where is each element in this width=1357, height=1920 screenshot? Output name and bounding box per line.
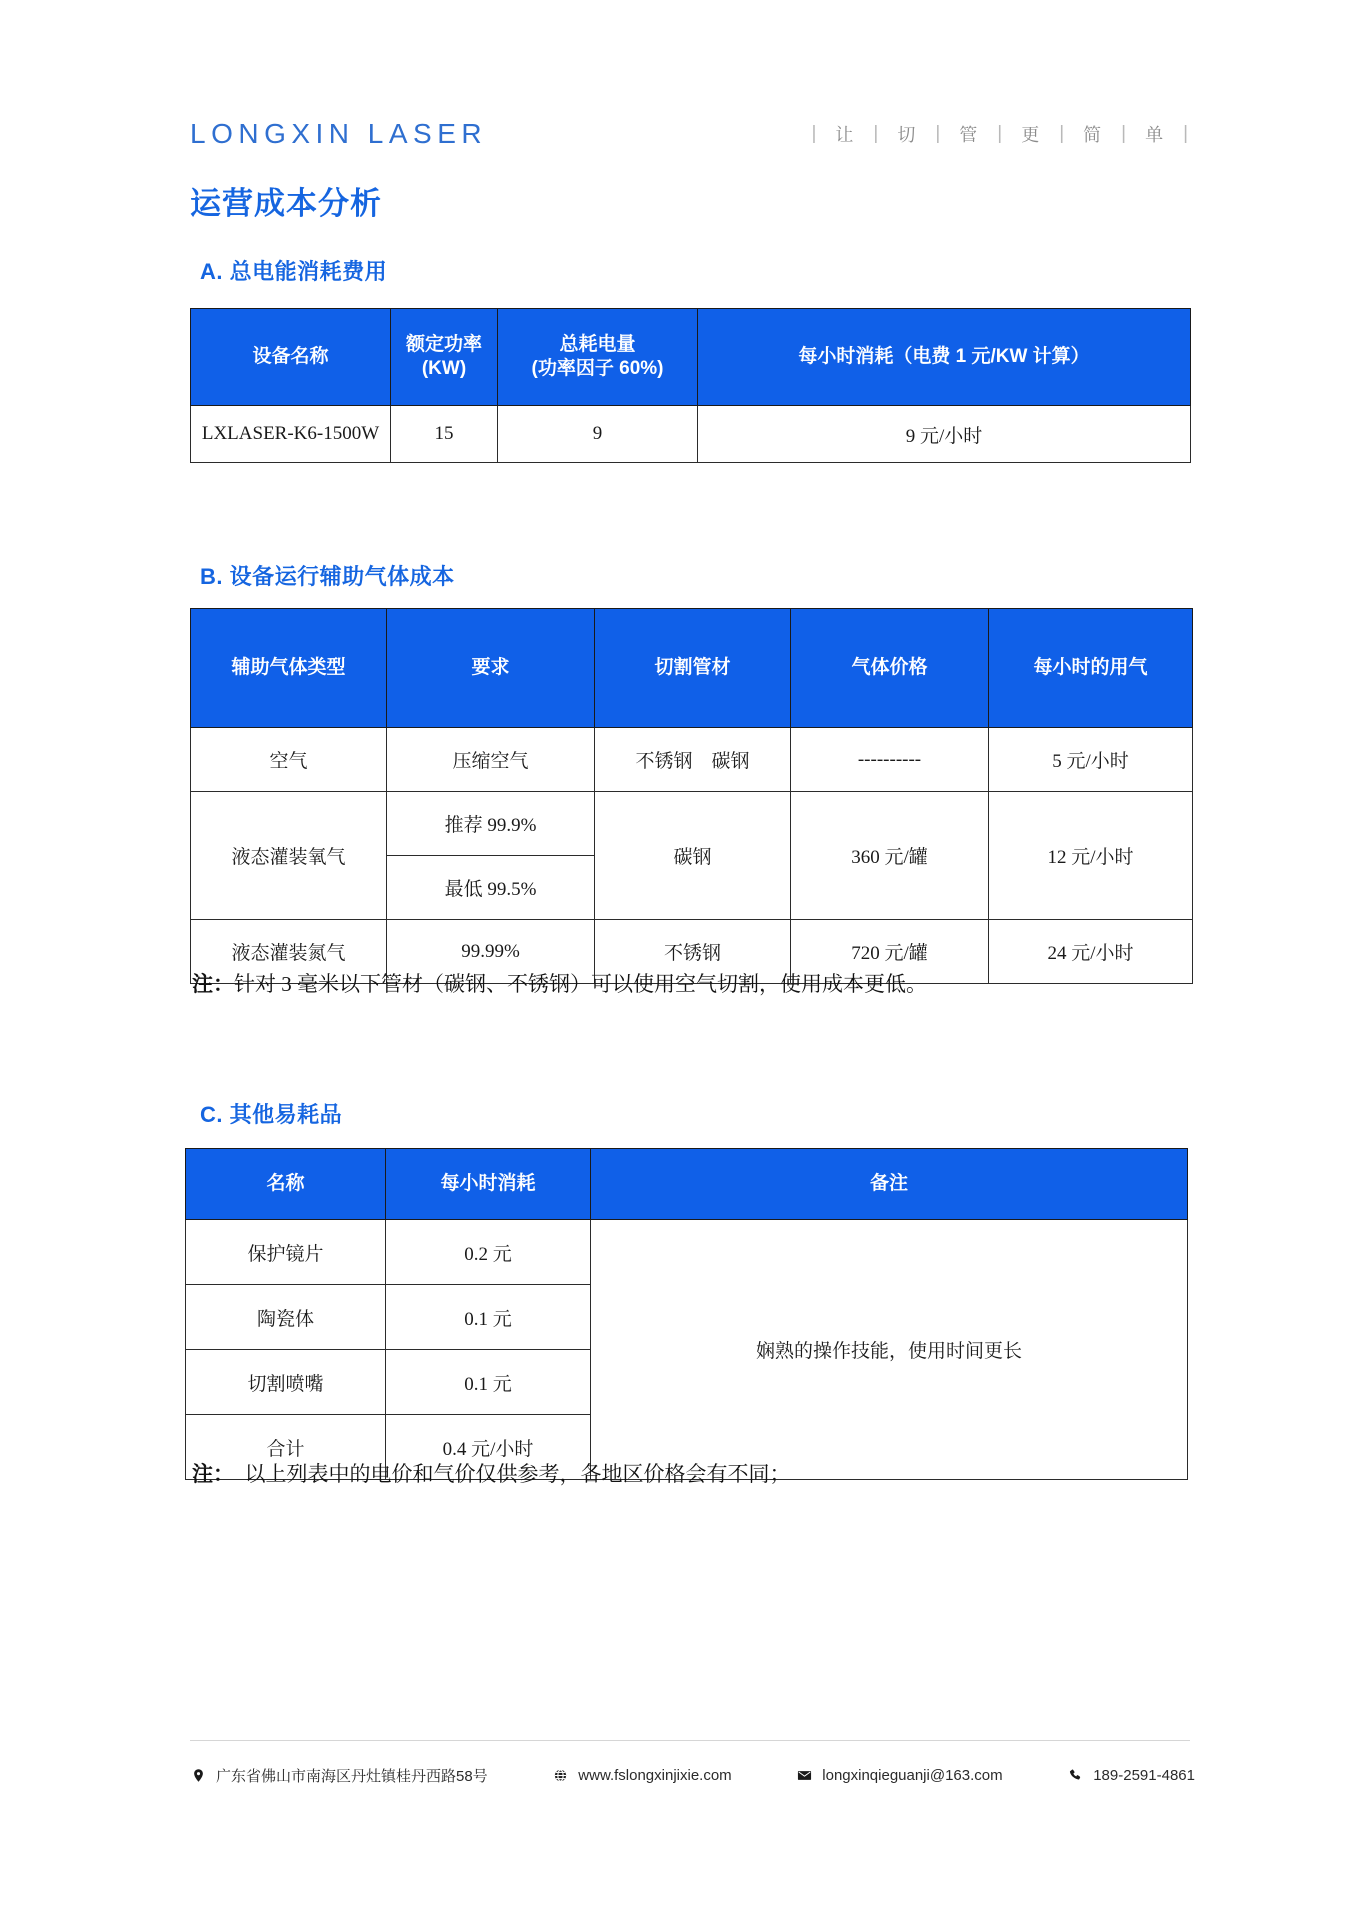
footer-address — [190, 1765, 488, 1786]
tagline-separator: | — [935, 123, 941, 144]
note-table-c — [192, 1458, 791, 1488]
footer-divider — [190, 1740, 1190, 1741]
page-title: 运营成本分析 — [190, 186, 382, 221]
col-header-requirement: 要求 — [387, 609, 595, 728]
section-c-title: 其他易耗品 — [229, 1102, 343, 1127]
col-header-pipe-material: 切割管材 — [595, 609, 791, 728]
col-header-gas-price: 气体价格 — [791, 609, 989, 728]
cell-consumable-name: 保护镜片 — [186, 1220, 386, 1285]
brand-logo-text: LONGXIN LASER — [190, 118, 488, 149]
footer-website-text[interactable]: www.fslongxinjixie.com — [578, 1766, 732, 1784]
tagline-char-5: 简 — [1083, 125, 1103, 145]
section-b-title: 设备运行辅助气体成本 — [229, 564, 455, 589]
cell-consumable-name: 切割喷嘴 — [186, 1350, 386, 1415]
col-header-hourly-cost: 每小时消耗（电费 1 元/KW 计算） — [698, 309, 1191, 406]
phone-icon — [1067, 1767, 1084, 1784]
col-header-device-name: 设备名称 — [191, 309, 391, 406]
cell-requirement: 压缩空气 — [387, 728, 595, 792]
cell-total-consumption: 9 — [498, 406, 698, 463]
tagline-separator: | — [1183, 123, 1188, 144]
tagline-separator: | — [1059, 123, 1065, 144]
cell-hourly-usage: 12 元/小时 — [989, 792, 1193, 920]
location-pin-icon — [190, 1767, 207, 1784]
cell-hourly-cost: 9 元/小时 — [698, 406, 1191, 463]
section-heading-a — [200, 255, 387, 286]
section-b-label: B. — [200, 564, 223, 589]
globe-icon — [552, 1767, 569, 1784]
tagline-char-2: 切 — [897, 125, 917, 145]
col-header-remark: 备注 — [591, 1149, 1188, 1220]
table-header-row — [191, 309, 1191, 406]
cell-consumable-hourly: 0.1 元 — [386, 1285, 591, 1350]
cell-remark: 娴熟的操作技能，使用时间更长 — [591, 1220, 1188, 1480]
note-c-lead: 注： — [192, 1462, 234, 1486]
table-other-consumables — [185, 1148, 1188, 1480]
document-footer — [190, 1758, 1195, 1792]
cell-pipe-material: 不锈钢 碳钢 — [595, 728, 791, 792]
cell-gas-price: 360 元/罐 — [791, 792, 989, 920]
footer-phone[interactable] — [1067, 1767, 1195, 1784]
cell-pipe-material: 碳钢 — [595, 792, 791, 920]
section-c-label: C. — [200, 1102, 223, 1127]
section-heading-b — [200, 560, 455, 591]
note-b-lead: 注： — [192, 972, 234, 996]
tagline-separator: | — [1121, 123, 1127, 144]
table-assist-gas-cost — [190, 608, 1193, 984]
cell-requirement-recommended: 推荐 99.9% — [387, 792, 595, 856]
table-header-row — [186, 1149, 1188, 1220]
cell-gas-price: 720 元/罐 — [791, 920, 989, 984]
cell-consumable-hourly: 0.2 元 — [386, 1220, 591, 1285]
cell-consumable-total-value: 0.4 元/小时 — [386, 1415, 591, 1480]
cell-requirement-minimum: 最低 99.5% — [387, 856, 595, 920]
document-header — [190, 112, 1190, 156]
tagline-separator: | — [997, 123, 1003, 144]
cell-hourly-usage: 24 元/小时 — [989, 920, 1193, 984]
cell-gas-price: ---------- — [791, 728, 989, 792]
cell-gas-type: 液态灌装氮气 — [191, 920, 387, 984]
envelope-icon — [796, 1767, 813, 1784]
cell-hourly-usage: 5 元/小时 — [989, 728, 1193, 792]
note-table-b — [192, 968, 927, 998]
cell-gas-type: 液态灌装氧气 — [191, 792, 387, 920]
tagline-char-3: 管 — [959, 125, 979, 145]
cell-pipe-material: 不锈钢 — [595, 920, 791, 984]
footer-email[interactable] — [796, 1767, 1002, 1784]
table-row — [186, 1220, 1188, 1285]
col-header-rated-power-line1: 额定功率 — [405, 334, 482, 356]
note-c-text: 以上列表中的电价和气价仅供参考，各地区价格会有不同； — [244, 1462, 791, 1486]
tagline-separator: | — [811, 123, 817, 144]
cell-consumable-total-label: 合计 — [186, 1415, 386, 1480]
section-heading-c — [200, 1098, 342, 1129]
tagline-char-6: 单 — [1145, 125, 1165, 145]
note-b-text: 针对 3 毫米以下管材（碳钢、不锈钢）可以使用空气切割，使用成本更低。 — [234, 972, 927, 996]
table-row — [191, 406, 1191, 463]
tagline-char-4: 更 — [1021, 125, 1041, 145]
col-header-hourly-usage: 每小时的用气 — [989, 609, 1193, 728]
footer-email-text[interactable]: longxinqieguanji@163.com — [822, 1766, 1003, 1784]
table-row — [191, 728, 1193, 792]
col-header-name: 名称 — [186, 1149, 386, 1220]
cell-gas-type: 空气 — [191, 728, 387, 792]
section-a-label: A. — [200, 259, 223, 284]
col-header-gas-type: 辅助气体类型 — [191, 609, 387, 728]
col-header-total-consumption-line1: 总耗电量 — [559, 334, 636, 356]
cell-consumable-hourly: 0.1 元 — [386, 1350, 591, 1415]
cell-rated-power: 15 — [391, 406, 498, 463]
cell-consumable-name: 陶瓷体 — [186, 1285, 386, 1350]
section-a-title: 总电能消耗费用 — [229, 259, 388, 284]
table-header-row — [191, 609, 1193, 728]
col-header-rated-power-line2: (KW) — [421, 358, 467, 379]
table-row — [191, 792, 1193, 856]
header-tagline — [809, 121, 1190, 147]
col-header-total-consumption — [498, 309, 698, 406]
col-header-hourly-consumption: 每小时消耗 — [386, 1149, 591, 1220]
footer-phone-text[interactable]: 189-2591-4861 — [1093, 1766, 1195, 1784]
cell-device-name: LXLASER-K6-1500W — [191, 406, 391, 463]
table-total-power-consumption — [190, 308, 1191, 463]
tagline-separator: | — [873, 123, 879, 144]
col-header-total-consumption-line2: (功率因子 60%) — [531, 358, 664, 379]
footer-website[interactable] — [552, 1767, 731, 1784]
footer-address-text: 广东省佛山市南海区丹灶镇桂丹西路58号 — [216, 1767, 488, 1785]
col-header-rated-power — [391, 309, 498, 406]
cell-requirement: 99.99% — [387, 920, 595, 984]
tagline-char-1: 让 — [835, 125, 855, 145]
